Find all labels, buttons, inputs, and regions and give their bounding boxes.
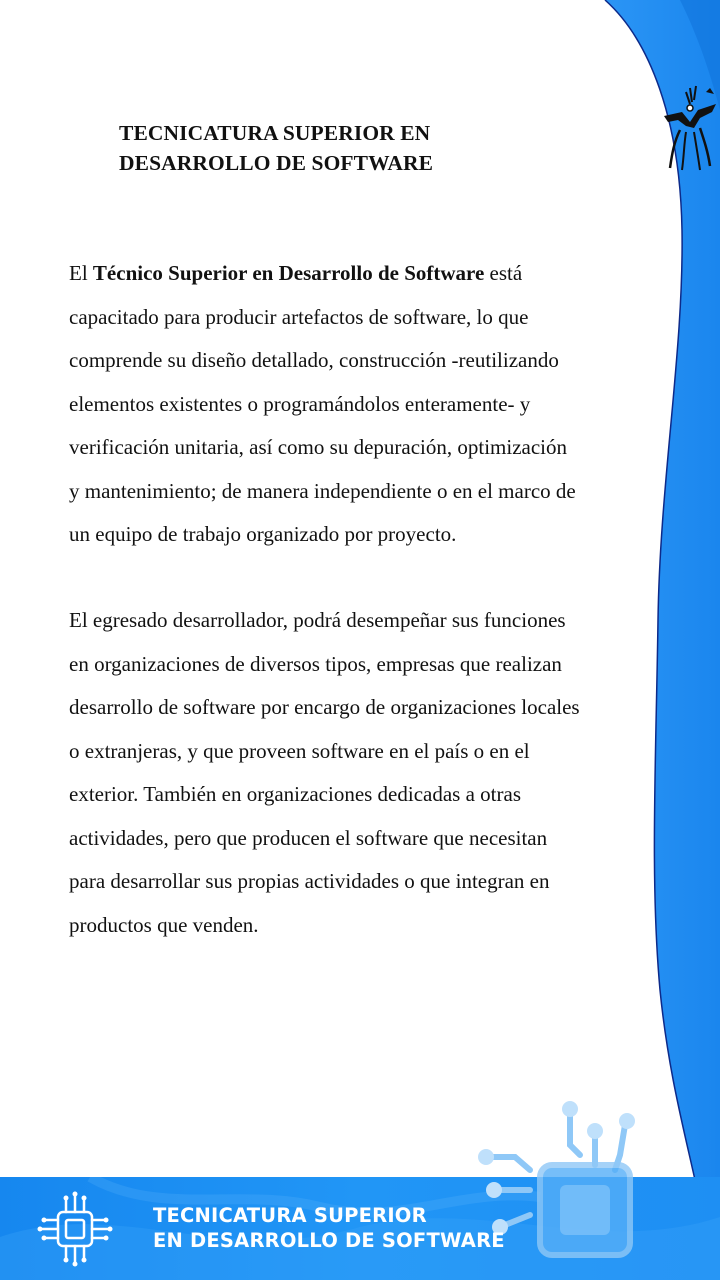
career-paragraph <box>69 599 669 947</box>
paragraph-line: en organizaciones de diversos tipos, empresas que realizan <box>69 651 562 676</box>
paragraph-line: El egresado desarrollador, podrá desempeñar sus funciones <box>69 608 566 632</box>
paragraph-line: un equipo de trabajo organizado por proyecto. <box>69 522 457 546</box>
paragraph-line: comprende su diseño detallado, construcción -reutilizando <box>69 348 559 372</box>
paragraph-line: verificación unitaria, así como su depuración, optimización <box>69 435 567 459</box>
paragraph-line: elementos existentes o programándolos enteramente- y <box>69 391 531 416</box>
institution-emblem-icon <box>660 82 720 176</box>
title-line-2: DESARROLLO DE SOFTWARE <box>119 151 434 175</box>
paragraph-line: y mantenimiento; de manera independiente o en el marco de <box>69 478 576 503</box>
paragraph-line: para desarrollar sus propias actividades o que integran en <box>69 869 550 893</box>
degree-name-bold: Técnico Superior en Desarrollo de Software <box>92 261 485 285</box>
title-line-1: TECNICATURA SUPERIOR EN <box>119 121 431 145</box>
text-fragment: está <box>484 261 523 285</box>
page-title <box>119 118 539 178</box>
profile-paragraph <box>69 252 669 557</box>
paragraph-line: desarrollo de software por encargo de organizaciones locales <box>69 695 580 719</box>
paragraph-line: capacitado para producir artefactos de software, lo que <box>69 304 529 329</box>
banner-title <box>153 1203 505 1253</box>
paragraph-line <box>69 252 669 296</box>
banner-line-1: TECNICATURA SUPERIOR <box>153 1204 427 1227</box>
paragraph-line: actividades, pero que producen el software que necesitan <box>69 825 548 850</box>
text-fragment: El <box>69 261 93 285</box>
paragraph-line: exterior. También en organizaciones dedicadas a otras <box>69 782 521 806</box>
chip-circuit-icon <box>36 1190 114 1268</box>
paragraph-line: productos que venden. <box>69 912 259 937</box>
paragraph-line: o extranjeras, y que proveen software en el país o en el <box>69 738 530 763</box>
banner-line-2: EN DESARROLLO DE SOFTWARE <box>153 1229 505 1252</box>
